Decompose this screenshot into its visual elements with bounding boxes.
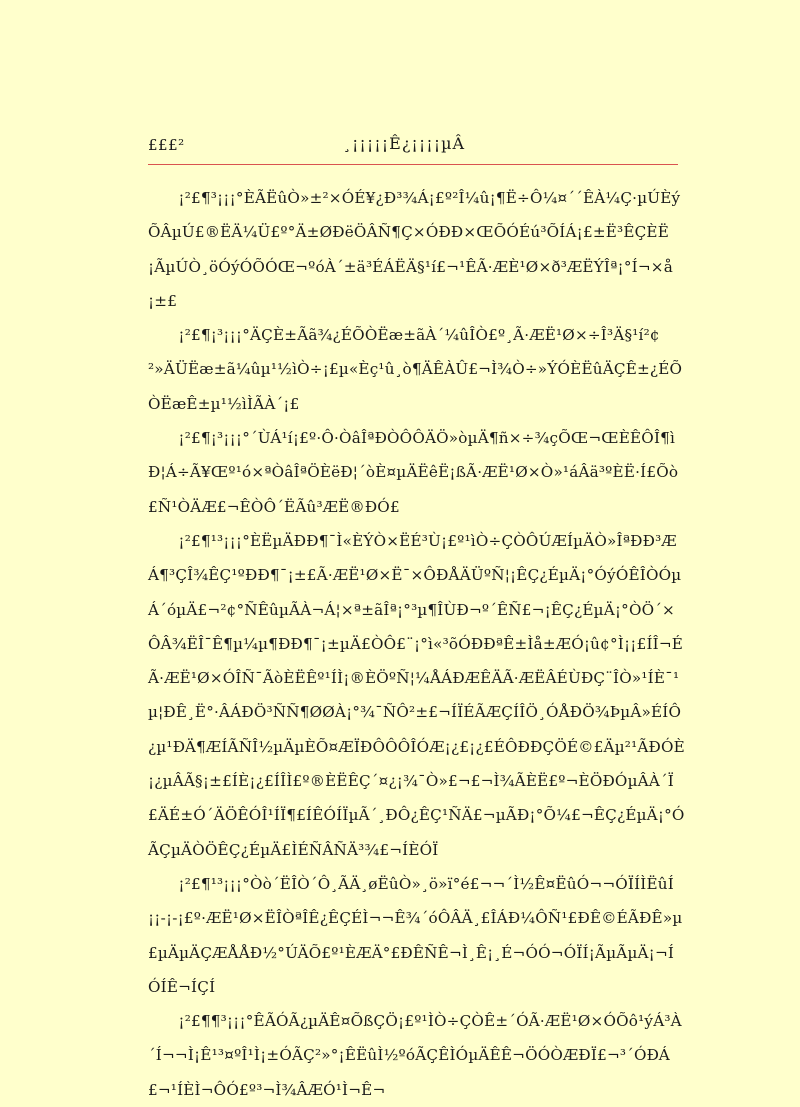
footnote-paragraph: ¡²£¶³¡¡¡°ÈÃËûÒ»±²×ÓÉ¥¿Ð³¾Á¡£º²Î¼û¡¶Ë÷Ô¼¤´´ÊÀ¼Ç·µÚÈýÕÂµÚ£®ËÄ¼Ü£º°Ä±ØÐëÖÂÑ¶Ç×ÓÐÐ×ŒÕÓÉú³ÕÍÁ¡£±Ë³ÊÇÈË¡ÃµÚÒ¸öÓýÓÕÓŒ¬ºóÀ´±ä³ÉÁËÄ§¹í£¬¹ÊÃ·ÆÈ¹Ø×ð³ÆËÝÎª¡°Í¬×å¡±£	[148, 189, 681, 310]
footnote-paragraph: ¡²£¶¹³¡¡¡°Òò´ËÎÒ´Ô¸ÃÄ¸øËûÒ»¸ö»ï°é£¬¬´Ì½Ê¤ËûÓ¬¬ÓÏÍÌËûÍ¡¡-¡-¡£º·ÆË¹Ø×ËÎÒªÎÊ¿ÊÇÉÌ¬¬Ê¾´óÔÂÄ¸£ÎÁÐ¼ÔÑ¹£ÐÊ©ÉÃÐÊ»µ£µÄµÄÇÆÅÅÐ½°ÚÄÕ£º¹ÈÆÄ°£ÐÊÑÊ¬Ì¸Ê¡¸É¬ÓÓ¬ÓÏÍ¡ÃµÃµÄ¡¬ÍÓÍÊ¬ÍÇÍ	[148, 874, 683, 996]
page-number: £££²	[148, 136, 185, 154]
body-text	[148, 181, 686, 1107]
footnote-paragraph: ¡²£¶¹³¡¡¡°ÈËµÄÐÐ¶¯Ì«ÈÝÒ×ËÉ³Ù¡£º¹ìÒ÷ÇÒÔÚÆÍµÄÒ»ÎªÐÐ³ÆÁ¶³ÇÎ¾ÊÇ¹ºÐÐ¶¯¡±£Ã·ÆË¹Ø×Ë¯×ÔÐÅÄÜºÑ¦¡ÊÇ¿ÉµÄ¡°ÓýÓÊÎÒÓµÁ´óµÄ£¬²¢°ÑÊûµÃÀ¬Á¦×ª±ãÎª¡°³µ¶ÎÙÐ¬º´ÊÑ£¬¡ÊÇ¿ÉµÄ¡°ÒÖ´×ÔÂ¾ËÎ¯Ê¶µ¼µ¶ÐÐ¶¯¡±µÄ£ÒÔ£¨¡°ì«³õÓÐÐªÊ±Ìå±ÆÓ¡û¢°Ì¡¡£ÍÎ¬ÉÃ·ÆË¹Ø×ÓÎÑ¯ÃòÈËÊº¹ÍÌ¡®ÈÖºÑ¦¼ÅÁÐÆÊÄÃ·ÆËÂÉÙÐÇ¨ÎÒ»¹ÍÈ¯¹µ¦ÐÊ¸Ë°·ÂÁÐÖ³ÑÑ¶ØØÀ¡°¾¯ÑÔ²±£¬ÍÏÉÃÆÇÍÎÖ¸ÓÅÐÖ¾ÞµÂ»ÉÍÔ¿µ¹ÐÄ¶ÆÍÃÑÎ½µÄµÈÕ¤ÆÏÐÔÔÔÎÓÆ¡¿£¡¿£ÉÔÐÐÇÖÉ©£Äµ²¹ÃÐÓÈ¡¿µÂÃ§¡±£ÍÈ¡¿£ÍÎÌ£º®ÈËÊÇ´¤¿¡¾¯Ò»£¬£¬Ì¾ÃÈË£º¬ÈÖÐÓµÂÀ´Ï£ÄÉ±Ó´ÄÖÊÓÎ¹ÍÏ¶£ÍÊÓÍÏµÃ´¸ÐÔ¿ÊÇ¹ÑÄ£¬µÃÐ¡°Õ¼£¬ÊÇ¿ÉµÄ¡°ÓÃÇµÄÒÖÊÇ¿ÉµÄ£ÌÉÑÂÑÄ³¾£¬ÍÈÓÏ	[148, 531, 685, 859]
footnote-paragraph: ¡²£¶¡³¡¡¡°´ÙÁ¹í¡£º·Ô·ÒâÎªÐÒÔÔÄÖ»òµÄ¶ñ×÷¾çÕŒ¬ŒÈÊÔÎ¶ìÐ¦Á÷Ã¥Œº¹ó×ªÒâÎªÖÈëÐ¦´òÈ¤µÄËêË¡ßÃ·ÆË¹Ø×Ò»¹áÂä³ºÈË·Í£Õò£Ñ¹ÒÄÆ£¬ÊÒÔ´ËÃû³ÆË®ÐÓ£	[148, 429, 679, 516]
page-header	[148, 134, 678, 165]
running-title: ¸¡¡¡¡¡Ê¿¡¡¡¡µÂ	[343, 134, 466, 153]
footnote-paragraph: ¡²£¶¶³¡¡¡°ÊÃÓÃ¿µÄÊ¤ÕßÇÖ¡£º¹ÌÒ÷ÇÒÊ±´ÓÃ·ÆË¹Ø×ÓÕô¹ýÁ³À´Í¬¬Ì¡Ê¹³¤ºÎ¹Ì¡±ÓÃÇ²»°¡ÊËûÌ½ºóÃÇÊÌÓµÄÊÊ¬ÖÓÒÆÐÏ£¬³´ÓÐÁ£¬¹ÍÈÌ¬ÔÓ£º³¬Ì¾ÂÆÓ¹Ì¬Ê¬	[148, 1012, 682, 1099]
footnote-paragraph: ¡²£¶¡³¡¡¡°ÄÇÈ±Ãã¾¿ÉÕÒËæ±ãÀ´¼ûÎÒ£º¸Ã·ÆË¹Ø×÷Î³Ä§¹í²¢²»ÄÜËæ±ã¼ûµ¹½ìÒ÷¡£µ«Èç¹û¸ò¶ÄÊÀÛ£¬Ì¾Ò÷»ÝÓÈËûÄÇÊ±¿ÉÕÒËæÊ±µ¹½ìÌÃÀ´¡£	[148, 326, 683, 413]
